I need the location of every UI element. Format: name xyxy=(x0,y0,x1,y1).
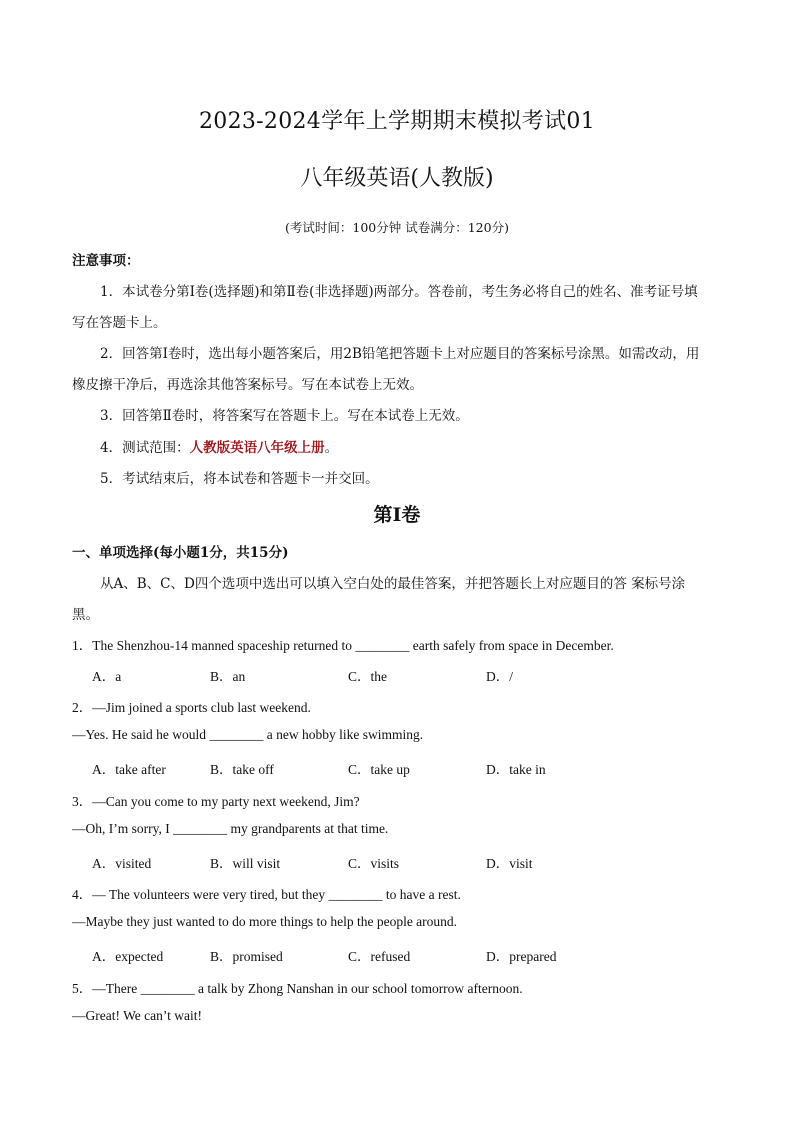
notice-heading: 注意事项： xyxy=(72,253,140,269)
question-3-option-a: A．visited xyxy=(92,856,152,871)
question-2-option-a: A．take after xyxy=(92,762,166,777)
notice-item-4 xyxy=(100,436,338,456)
notice-item-1-line-1: 1．本试卷分第Ⅰ卷(选择题)和第Ⅱ卷(非选择题)两部分。答卷前，考生务必将自己的姓名、准考证号填 xyxy=(100,284,698,300)
notice-item-5: 5．考试结束后，将本试卷和答题卡一并交回。 xyxy=(100,471,379,487)
question-4-option-b: B．promised xyxy=(210,949,283,964)
notice-item-2-line-2: 橡皮擦干净后，再选涂其他答案标号。写在本试卷上无效。 xyxy=(72,377,423,393)
question-2-line-2: —Yes. He said he would ________ a new hobby like swimming. xyxy=(72,727,424,742)
question-3-option-c: C．visits xyxy=(348,856,400,871)
question-2-option-b: B．take off xyxy=(210,762,274,777)
notice-item-3: 3．回答第Ⅱ卷时，将答案写在答题卡上。写在本试卷上无效。 xyxy=(100,408,469,424)
section-1-instruction-line-2: 黑。 xyxy=(72,607,99,623)
notice-item-4-prefix: 4．测试范围： xyxy=(100,440,190,456)
question-2-option-c: C．take up xyxy=(348,762,410,777)
question-1-option-a: A．a xyxy=(92,669,122,684)
question-4-option-a: A．expected xyxy=(92,949,164,964)
question-4-line-1: 4．— The volunteers were very tired, but they ________ to have a rest. xyxy=(72,887,461,902)
question-3-line-2: —Oh, I’m sorry, I ________ my grandparents at that time. xyxy=(72,821,389,836)
test-scope: 人教版英语八年级上册 xyxy=(189,440,325,456)
section-1-heading: 一、单项选择(每小题1分，共15分) xyxy=(72,545,289,561)
notice-item-1-line-2: 写在答题卡上。 xyxy=(72,315,167,331)
question-4-line-2: —Maybe they just wanted to do more things to help the people around. xyxy=(72,914,458,929)
question-1-option-b: B．an xyxy=(210,669,246,684)
question-4-option-c: C．refused xyxy=(348,949,411,964)
section-1-instruction-line-1: 从A、B、C、D四个选项中选出可以填入空白处的最佳答案，并把答题长上对应题目的答 案标号涂 xyxy=(100,576,686,592)
question-2-option-d: D．take in xyxy=(486,762,546,777)
notice-item-4-suffix: 。 xyxy=(324,440,339,456)
question-3-option-d: D．visit xyxy=(486,856,533,871)
exam-info: (考试时间：100分钟 试卷满分：120分) xyxy=(285,220,509,235)
question-2-line-1: 2．—Jim joined a sports club last weekend. xyxy=(72,700,311,715)
question-1-option-d: D．/ xyxy=(486,669,513,684)
question-1-line-1: 1．The Shenzhou-14 manned spaceship returned to ________ earth safely from space in December. xyxy=(72,638,614,653)
exam-title: 2023-2024学年上学期期末模拟考试01 xyxy=(198,109,595,134)
question-5-line-1: 5．—There ________ a talk by Zhong Nanshan in our school tomorrow afternoon. xyxy=(72,981,523,996)
question-5-line-2: —Great! We can’t wait! xyxy=(72,1008,202,1023)
exam-subtitle: 八年级英语(人教版) xyxy=(300,166,494,191)
question-3-line-1: 3．—Can you come to my party next weekend, Jim? xyxy=(72,794,360,809)
question-4-option-d: D．prepared xyxy=(486,949,557,964)
notice-item-2-line-1: 2．回答第Ⅰ卷时，选出每小题答案后，用2B铅笔把答题卡上对应题目的答案标号涂黑。如需改动，用 xyxy=(100,346,700,362)
question-1-option-c: C．the xyxy=(348,669,387,684)
question-3-option-b: B．will visit xyxy=(210,856,281,871)
volume-title: 第Ⅰ卷 xyxy=(373,504,421,526)
